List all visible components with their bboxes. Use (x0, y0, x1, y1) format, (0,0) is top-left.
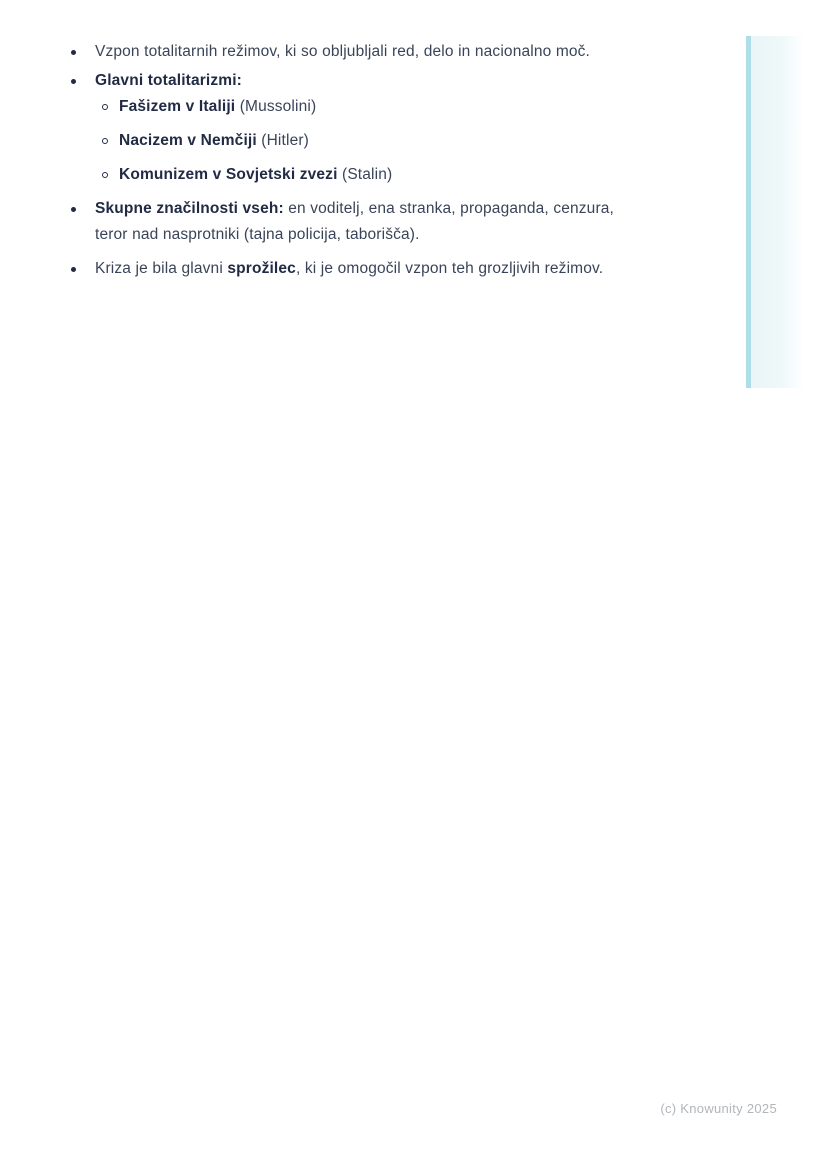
list-item-text: Vzpon totalitarnih režimov, ki so obljubljali red, delo in nacionalno moč. (95, 43, 591, 60)
list-item-bold: Skupne značilnosti vseh: (95, 200, 284, 217)
circle-bullet-icon (102, 104, 108, 110)
sub-item-bold: Fašizem v Italiji (119, 98, 236, 115)
bullet-icon (71, 207, 76, 212)
sub-item-bold: Nacizem v Nemčiji (119, 132, 257, 149)
list-item-main-totalitarianisms (95, 68, 630, 188)
bullet-icon (71, 50, 76, 55)
list-item-bold: sprožilec (227, 260, 296, 277)
sub-item-bold: Komunizem v Sovjetski zvezi (119, 166, 338, 183)
footer-copyright: (c) Knowunity 2025 (660, 1101, 777, 1116)
accent-fill (751, 36, 804, 388)
list-item-rest: , ki je omogočil vzpon teh grozljivih režimov. (295, 260, 604, 277)
sub-item-rest: (Mussolini) (235, 98, 317, 115)
sub-item-rest: (Stalin) (337, 166, 393, 183)
sub-item-nazism (119, 128, 630, 154)
list-item-heading: Glavni totalitarizmi: (95, 72, 242, 89)
bullet-icon (71, 267, 76, 272)
list-item-pre: Kriza je bila glavni (95, 260, 228, 277)
circle-bullet-icon (102, 138, 108, 144)
list-item-common-traits (95, 196, 630, 248)
sub-item-communism (119, 162, 630, 188)
list-item-crisis-trigger (95, 256, 630, 282)
sub-list (95, 94, 630, 188)
accent-bar (746, 36, 804, 388)
sub-item-fascism (119, 94, 630, 120)
notes-content (0, 39, 650, 282)
sub-item-rest: (Hitler) (256, 132, 309, 149)
list-item-rest: en voditelj, ena stranka, propaganda, cenzura, teror nad nasprotniki (tajna policija, taborišča). (95, 200, 614, 243)
circle-bullet-icon (102, 172, 108, 178)
bullet-icon (71, 79, 76, 84)
notes-list (0, 39, 630, 282)
list-item-totalitarian-rise (95, 39, 630, 65)
